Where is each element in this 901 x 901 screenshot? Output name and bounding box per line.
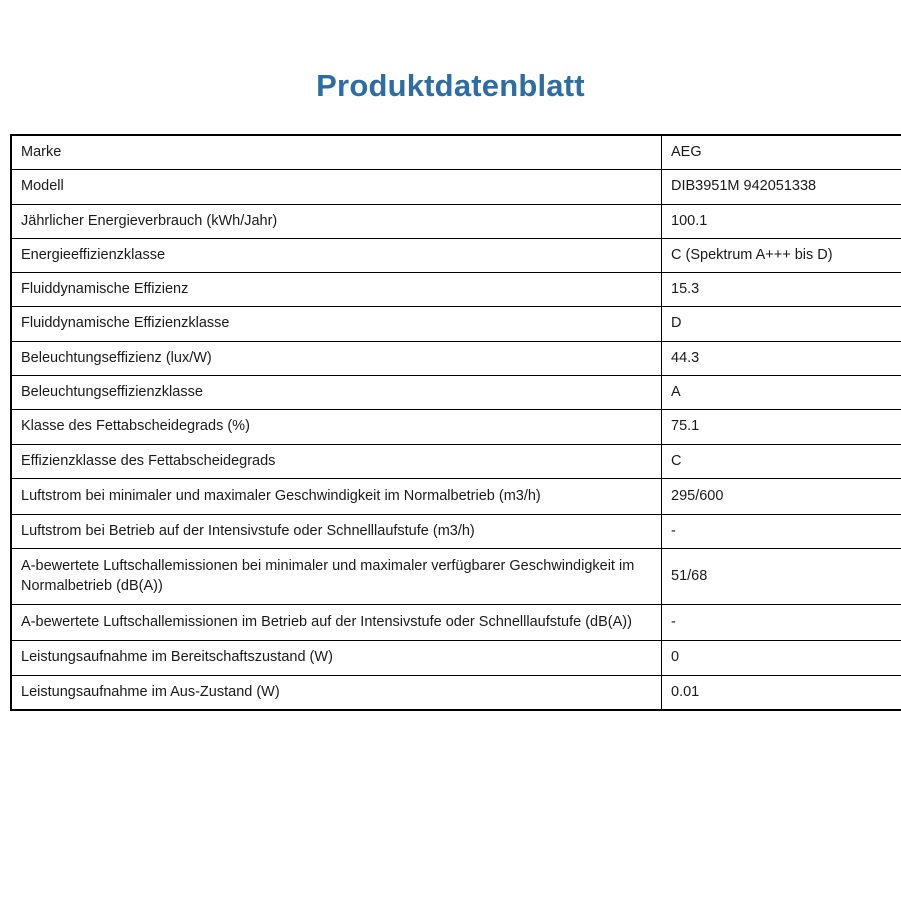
spec-value: 295/600 [662,478,901,514]
table-row [11,515,901,549]
table-row [11,341,901,375]
spec-value: - [662,515,901,549]
spec-value: 75.1 [662,410,901,444]
spec-label: Leistungsaufnahme im Bereitschaftszustand (W) [11,641,662,675]
table-row [11,478,901,514]
table-row [11,549,901,605]
table-row [11,170,901,204]
spec-value: 0.01 [662,675,901,710]
spec-value: 51/68 [662,549,901,605]
table-row [11,238,901,272]
spec-value: C [662,444,901,478]
table-row [11,410,901,444]
table-row [11,135,901,170]
page-title: Produktdatenblatt [316,68,585,103]
table-row [11,604,901,640]
spec-value: 44.3 [662,341,901,375]
spec-label: Jährlicher Energieverbrauch (kWh/Jahr) [11,204,662,238]
spec-value: - [662,604,901,640]
spec-label: Beleuchtungseffizienzklasse [11,375,662,409]
table-row [11,675,901,710]
spec-label: Luftstrom bei Betrieb auf der Intensivstufe oder Schnelllaufstufe (m3/h) [11,515,662,549]
spec-label: Luftstrom bei minimaler und maximaler Geschwindigkeit im Normalbetrieb (m3/h) [11,478,662,514]
table-row [11,204,901,238]
spec-label: Modell [11,170,662,204]
spec-label: Energieeffizienzklasse [11,238,662,272]
spec-value: 100.1 [662,204,901,238]
spec-value: C (Spektrum A+++ bis D) [662,238,901,272]
table-row [11,444,901,478]
spec-value: DIB3951M 942051338 [662,170,901,204]
spec-label: Beleuchtungseffizienz (lux/W) [11,341,662,375]
spec-value: D [662,307,901,341]
spec-value: 15.3 [662,273,901,307]
spec-value: 0 [662,641,901,675]
spec-label: Fluiddynamische Effizienz [11,273,662,307]
spec-label: Klasse des Fettabscheidegrads (%) [11,410,662,444]
specifications-table [10,134,901,711]
spec-value: AEG [662,135,901,170]
specifications-table-body [11,135,901,710]
spec-label: Leistungsaufnahme im Aus-Zustand (W) [11,675,662,710]
spec-label: A-bewertete Luftschallemissionen bei minimaler und maximaler verfügbarer Geschwindigkeit im Normalbetrieb (dB(A)) [11,549,662,605]
table-row [11,375,901,409]
spec-label: Effizienzklasse des Fettabscheidegrads [11,444,662,478]
table-row [11,641,901,675]
table-row [11,273,901,307]
spec-label: Marke [11,135,662,170]
spec-value: A [662,375,901,409]
table-row [11,307,901,341]
spec-label: A-bewertete Luftschallemissionen im Betrieb auf der Intensivstufe oder Schnelllaufstufe (dB(A)) [11,604,662,640]
spec-label: Fluiddynamische Effizienzklasse [11,307,662,341]
